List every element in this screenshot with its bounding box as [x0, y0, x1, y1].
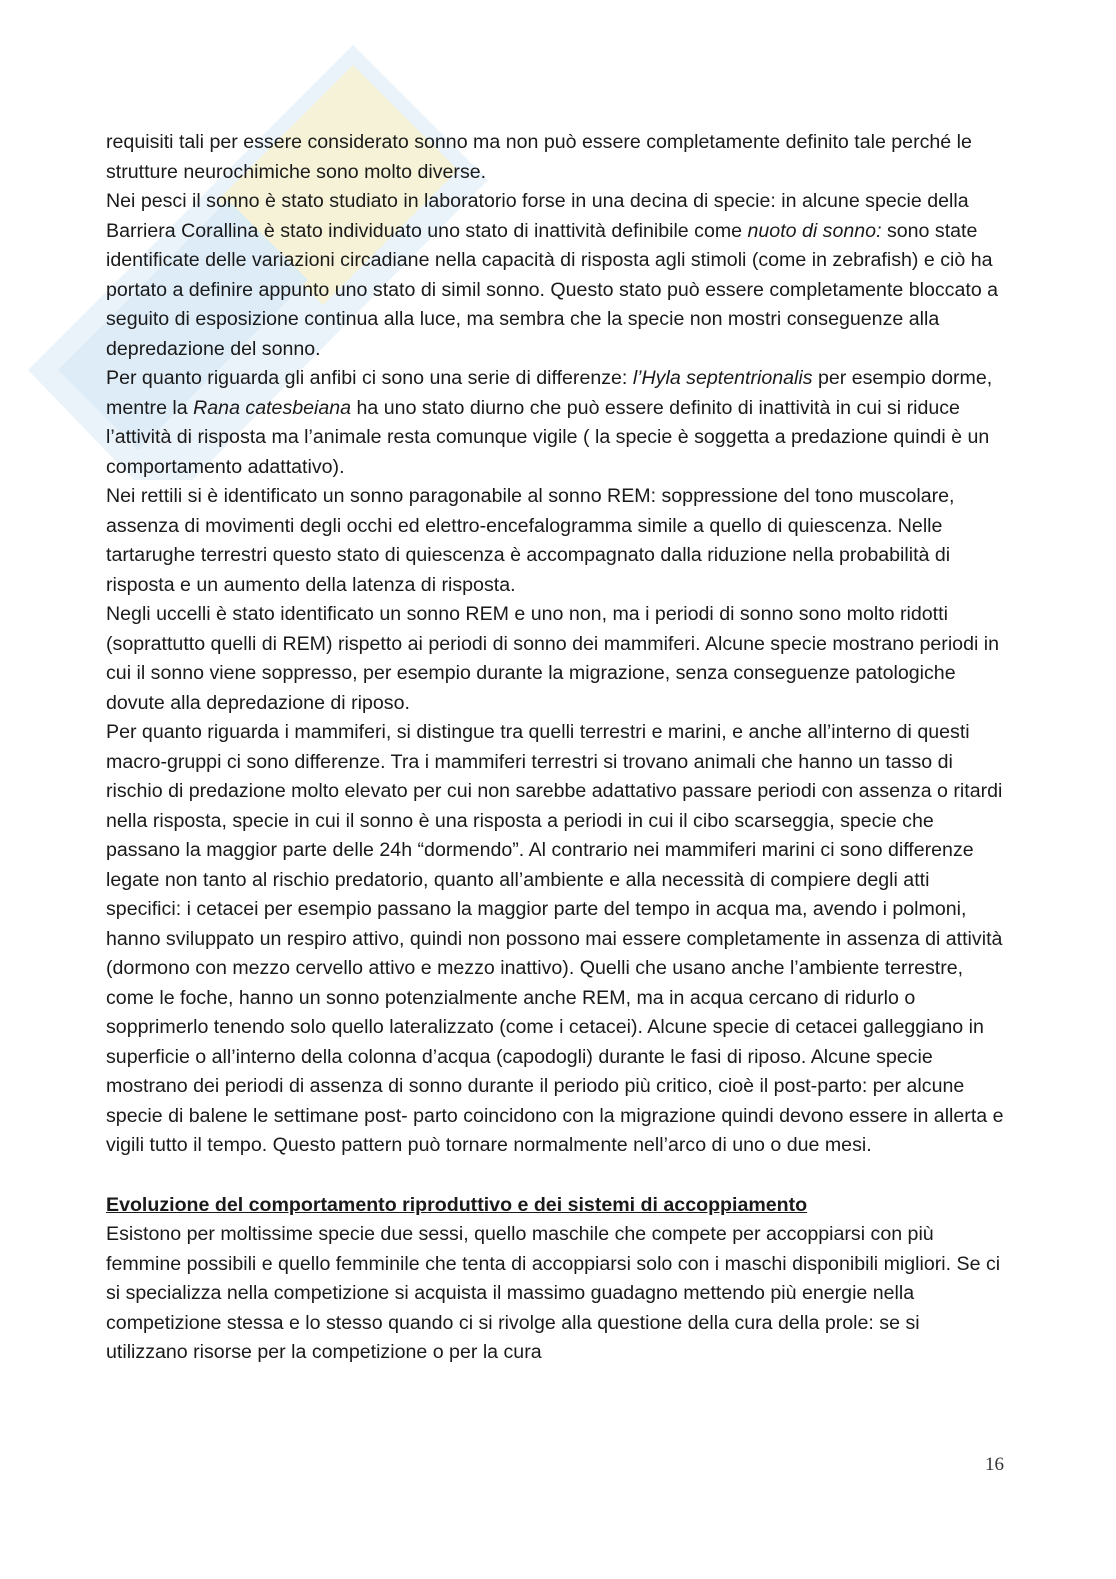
- text-run: requisiti tali per essere considerato sonno ma non può essere completamente definito tale perché le strutture neurochimiche sono molto diverse.: [106, 131, 972, 183]
- text-run: Nei rettili si è identificato un sonno paragonabile al sonno REM: soppressione del tono muscolare, assenza di movimenti degli occhi ed elettro-encefalogramma simile a quello di quiescenza. Nelle tartarughe terrestri questo stato di quiescenza è accompagnato dalla riduzione nella probabilità di risposta e un aumento della latenza di risposta.: [106, 485, 955, 596]
- paragraph: [106, 718, 1006, 1161]
- paragraph: [106, 600, 1006, 718]
- document-body: [106, 128, 1006, 1368]
- italic-term: Rana catesbeiana: [193, 396, 352, 419]
- section-heading: Evoluzione del comportamento riproduttivo e dei sistemi di accoppiamento: [106, 1193, 808, 1216]
- paragraph: [106, 187, 1006, 364]
- italic-term: l’Hyla septentrionalis: [632, 367, 813, 389]
- page-number: 16: [985, 1454, 1004, 1475]
- text-run: Nei pesci il sonno è stato studiato in laboratorio forse in una decina di specie: in alcune specie della Barriera Corallina è stato individuato uno stato di inattività definibile come: [106, 190, 969, 242]
- text-run: sono state identificate delle variazioni circadiane nella capacità di risposta agli stimoli (come in zebrafish) e ciò ha portato a definire appunto uno stato di simil sonno. Questo stato può essere completamente bloccato a seguito di esposizione continua alla luce, ma sembra che la specie non mostri conseguenze alla depredazione del sonno.: [106, 219, 999, 360]
- section-reproductive-behavior: [106, 1191, 1006, 1368]
- paragraph: [106, 364, 1006, 482]
- paragraph: [106, 128, 1006, 187]
- italic-term: nuoto di sonno:: [747, 219, 882, 242]
- text-run: ha uno stato diurno che può essere definito di inattività in cui si riduce l’attività di risposta ma l’animale resta comunque vigile ( la specie è soggetta a predazione quindi è un comportamento adattativo).: [106, 396, 990, 478]
- paragraph: [106, 482, 1006, 600]
- text-run: Per quanto riguarda gli anfibi ci sono una serie di differenze:: [106, 367, 633, 389]
- text-run: Negli uccelli è stato identificato un sonno REM e uno non, ma i periodi di sonno sono molto ridotti (soprattutto quelli di REM) rispetto ai periodi di sonno dei mammiferi. Alcune specie mostrano periodi in cui il sonno viene soppresso, per esempio durante la migrazione, senza conseguenze patologiche dovute alla depredazione di riposo.: [106, 603, 1000, 714]
- text-run: Per quanto riguarda i mammiferi, si distingue tra quelli terrestri e marini, e anche all’interno di questi macro-gruppi ci sono differenze. Tra i mammiferi terrestri si trovano animali che hanno un tasso di rischio di predazione molto elevato per cui non sarebbe adattativo passare periodi con assenza o ritardi nella risposta, specie in cui il sonno è una risposta a periodi in cui il cibo scarseggia, specie che passano la maggior parte delle 24h “dormendo”. Al contrario nei mammiferi marini ci sono differenze legate non tanto al rischio predatorio, quanto all’ambiente e alla necessità di compiere degli atti specifici: i cetacei per esempio passano la maggior parte del tempo in acqua ma, avendo i polmoni, hanno sviluppato un respiro attivo, quindi non possono mai essere completamente in assenza di attività (dormono con mezzo cervello attivo e mezzo inattivo). Quelli che usano anche l’ambiente terrestre, come le foche, hanno un sonno potenzialmente anche REM, ma in acqua cercano di ridurlo o sopprimerlo tenendo solo quello lateralizzato (come i cetacei). Alcune specie di cetacei galleggiano in superficie o all’interno della colonna d’acqua (capodogli) durante le fasi di riposo. Alcune specie mostrano dei periodi di assenza di sonno durante il periodo più critico, cioè il post-parto: per alcune specie di balene le settimane post- parto coincidono con la migrazione quindi devono essere in allerta e vigili tutto il tempo. Questo pattern può tornare normalmente nell’arco di uno o due mesi.: [106, 721, 1004, 1156]
- body-text: [106, 128, 1006, 1161]
- section-paragraph: Esistono per moltissime specie due sessi, quello maschile che compete per accoppiarsi con più femmine possibili e quello femminile che tenta di accoppiarsi solo con i maschi disponibili migliori. Se ci si specializza nella competizione si acquista il massimo guadagno mettendo più energie nella competizione stessa e lo stesso quando ci si rivolge alla questione della cura della prole: se si utilizzano risorse per la competizione o per la cura: [106, 1223, 1001, 1363]
- text-run: per esempio dorme, mentre la: [106, 367, 993, 419]
